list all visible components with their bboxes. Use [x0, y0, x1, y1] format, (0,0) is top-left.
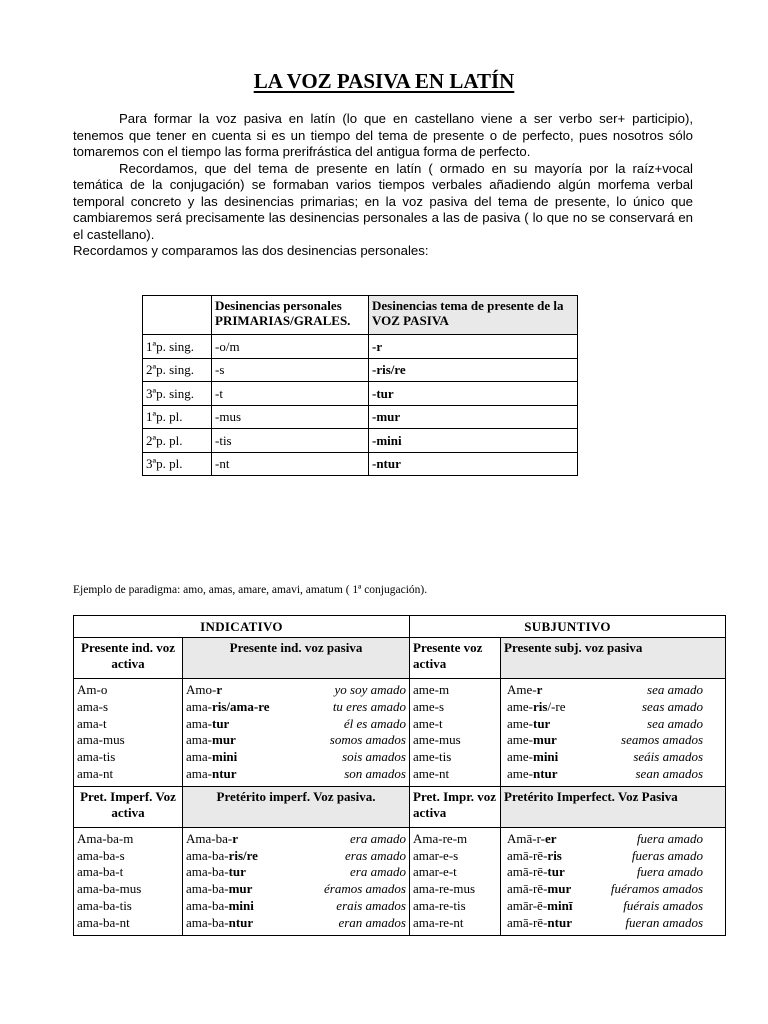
endings-primary: -s — [212, 358, 369, 382]
endings-person: 3ªp. pl. — [143, 452, 212, 476]
form-line: ame-mus — [413, 732, 461, 748]
present-subj-active-header: Presente voz activa — [410, 638, 501, 679]
form: amā-rē-tur — [507, 864, 565, 880]
present-ind-passive-cell — [183, 679, 410, 787]
form: amā-rē-mur — [507, 881, 572, 897]
form-line: ama-re-nt — [413, 914, 464, 930]
form-line — [507, 831, 703, 848]
translation: era amado — [350, 864, 406, 880]
intro-paragraph-1: Para formar la voz pasiva en latín (lo que en castellano viene a ser verbo ser+ participio), tenemos que tener en cuenta si es un tiempo del tema de presente o de perfecto, pues nosotros sólo tomaremos con el tiempo las forma prerifrástica del antigua forma de perfecto. — [73, 111, 693, 159]
endings-header-primary: Desinencias personales PRIMARIAS/GRALES. — [212, 296, 369, 335]
form-line — [186, 915, 406, 932]
form: ame-mur — [507, 732, 557, 748]
translation: él es amado — [343, 715, 406, 731]
form-line: ama-re-mus — [413, 881, 476, 897]
form-line — [507, 732, 703, 749]
endings-person: 2ªp. pl. — [143, 429, 212, 453]
translation: fuérais amados — [623, 897, 704, 913]
form-line: ama-t — [77, 715, 107, 731]
translation: fuéramos amados — [610, 881, 704, 897]
endings-passive: -tur — [369, 382, 578, 406]
form-line — [186, 831, 406, 848]
endings-table — [142, 295, 578, 476]
form-line — [507, 864, 703, 881]
endings-primary: -nt — [212, 452, 369, 476]
translation: sea amado — [647, 715, 704, 731]
imperfect-ind-passive-header: Pretérito imperf. Voz pasiva. — [183, 786, 410, 827]
translation: yo soy amado — [334, 682, 406, 697]
form-line — [186, 898, 406, 915]
form-line: ama-ba-mus — [77, 881, 142, 897]
form-line: ame-tis — [413, 749, 452, 765]
form-line: ama-ba-s — [77, 847, 125, 863]
form-line: ame-s — [413, 698, 445, 714]
translation: fuera amado — [636, 830, 704, 846]
form-line — [186, 682, 406, 699]
intro-paragraph-3: Recordamos y comparamos las dos desinencias personales: — [73, 243, 429, 258]
form-line — [186, 864, 406, 881]
present-header-row — [74, 638, 726, 679]
imperfect-ind-active-header: Pret. Imperf. Voz activa — [74, 786, 183, 827]
paradigm-section-row — [74, 616, 726, 638]
form: ame-tur — [507, 715, 551, 731]
form: ama-ba-mini — [186, 897, 254, 913]
endings-row — [143, 358, 578, 382]
paradigm-table — [73, 615, 726, 936]
form-line: ama-ba-tis — [77, 897, 132, 913]
imperfect-ind-passive-cell — [183, 827, 410, 935]
imperfect-subj-active-cell — [410, 827, 501, 935]
translation: seáis amados — [633, 749, 704, 765]
form-line — [507, 682, 703, 699]
form-line: amar-e-t — [413, 864, 457, 880]
indicativo-heading: INDICATIVO — [74, 616, 410, 638]
form: ama-ba-tur — [186, 864, 246, 880]
form: ama-ris/ama-re — [186, 698, 270, 714]
endings-primary: -tis — [212, 429, 369, 453]
endings-person: 1ªp. sing. — [143, 335, 212, 359]
translation: somos amados — [329, 732, 406, 748]
present-subj-passive-header: Presente subj. voz pasiva — [501, 638, 726, 679]
form: ama-ntur — [186, 765, 237, 781]
form: amā-rē-ntur — [507, 914, 572, 930]
imperfect-subj-active-header: Pret. Impr. voz activa — [410, 786, 501, 827]
translation: éramos amados — [324, 881, 406, 897]
endings-row — [143, 452, 578, 476]
form-line: ama-re-tis — [413, 897, 466, 913]
form-line — [507, 749, 703, 766]
form-line: Ama-re-m — [413, 830, 468, 846]
endings-header-passive: Desinencias tema de presente de la VOZ PASIVA — [369, 296, 578, 335]
translation: erais amados — [336, 897, 406, 913]
endings-passive: -mur — [369, 405, 578, 429]
translation: seamos amados — [621, 732, 704, 748]
translation: era amado — [350, 830, 406, 846]
present-forms-row — [74, 679, 726, 787]
form: ame-mini — [507, 749, 559, 765]
form-line: ame-nt — [413, 765, 450, 781]
imperfect-forms-row — [74, 827, 726, 935]
form-line: ama-s — [77, 698, 109, 714]
translation: fueran amados — [625, 914, 704, 930]
form: ama-mini — [186, 749, 238, 765]
form-line — [507, 898, 703, 915]
endings-row — [143, 405, 578, 429]
present-subj-active-cell — [410, 679, 501, 787]
form-line — [186, 749, 406, 766]
endings-row — [143, 382, 578, 406]
endings-primary: -t — [212, 382, 369, 406]
form-line — [507, 848, 703, 865]
page-title: LA VOZ PASIVA EN LATÍN — [253, 69, 515, 93]
endings-primary: -mus — [212, 405, 369, 429]
form: ama-mur — [186, 732, 236, 748]
present-ind-passive-header: Presente ind. voz pasiva — [183, 638, 410, 679]
form: ama-ba-ntur — [186, 914, 254, 930]
form-line — [507, 881, 703, 898]
endings-passive: -r — [369, 335, 578, 359]
endings-header-blank — [143, 296, 212, 335]
translation: sean amados — [635, 765, 704, 781]
form-line: amar-e-s — [413, 847, 459, 863]
translation: son amados — [344, 765, 406, 781]
form: ama-ba-mur — [186, 881, 253, 897]
translation: tu eres amado — [332, 698, 406, 714]
translation: sea amado — [647, 682, 704, 697]
endings-row — [143, 335, 578, 359]
form: ame-ris/-re — [507, 698, 566, 714]
translation: fuera amado — [636, 864, 704, 880]
translation: eran amados — [338, 914, 406, 930]
form-line — [507, 766, 703, 783]
endings-primary: -o/m — [212, 335, 369, 359]
endings-person: 1ªp. pl. — [143, 405, 212, 429]
endings-passive: -ntur — [369, 452, 578, 476]
form-line — [186, 881, 406, 898]
form-line: ama-ba-t — [77, 864, 124, 880]
form: Ame-r — [507, 682, 543, 697]
form-line — [186, 732, 406, 749]
form: amār-ē-minī — [507, 897, 573, 913]
form-line: Am-o — [77, 682, 108, 697]
endings-passive: -mini — [369, 429, 578, 453]
form-line — [507, 699, 703, 716]
translation: sois amados — [342, 749, 406, 765]
endings-header-row — [143, 296, 578, 335]
intro-paragraph-2: Recordamos, que del tema de presente en latín ( ormado en su mayoría por la raíz+vocal temática de la conjugación) se formaban varios tiempos verbales añadiendo algún morfema verbal temporal concreto y las desinencias primarias; en la voz pasiva del tema de presente, lo único que cambiaremos será precisamente las desinencias personales a las de pasiva ( lo que no se conservará en el castellano). — [73, 160, 693, 242]
endings-person: 3ªp. sing. — [143, 382, 212, 406]
form-line: ame-t — [413, 715, 443, 731]
form-line — [507, 915, 703, 932]
form-line: ama-mus — [77, 732, 125, 748]
form-line — [186, 699, 406, 716]
example-label: Ejemplo de paradigma: amo, amas, amare, amavi, amatum ( 1ª conjugación). — [73, 584, 428, 596]
endings-person: 2ªp. sing. — [143, 358, 212, 382]
form-line: ama-tis — [77, 749, 116, 765]
form-line — [186, 848, 406, 865]
endings-row — [143, 429, 578, 453]
translation: eras amado — [344, 847, 406, 863]
form: Ama-ba-r — [186, 830, 238, 846]
form: amā-rē-ris — [507, 847, 562, 863]
form-line — [507, 716, 703, 733]
form-line: ama-nt — [77, 765, 114, 781]
form-line: ame-m — [413, 682, 450, 697]
imperfect-header-row — [74, 786, 726, 827]
present-ind-active-cell — [74, 679, 183, 787]
form-line — [186, 716, 406, 733]
translation: fueras amado — [631, 847, 704, 863]
present-ind-active-header: Presente ind. voz activa — [74, 638, 183, 679]
imperfect-ind-active-cell — [74, 827, 183, 935]
present-subj-passive-cell — [501, 679, 726, 787]
form: ame-ntur — [507, 765, 558, 781]
intro-text — [73, 111, 693, 260]
imperfect-subj-passive-header: Pretérito Imperfect. Voz Pasiva — [501, 786, 726, 827]
endings-passive: -ris/re — [369, 358, 578, 382]
subjuntivo-heading: SUBJUNTIVO — [410, 616, 726, 638]
form-line — [186, 766, 406, 783]
form: ama-tur — [186, 715, 230, 731]
form-line: ama-ba-nt — [77, 914, 130, 930]
form: Amo-r — [186, 682, 223, 697]
form-line: Ama-ba-m — [77, 830, 134, 846]
imperfect-subj-passive-cell — [501, 827, 726, 935]
form: Amā-r-er — [507, 830, 557, 846]
form: ama-ba-ris/re — [186, 847, 258, 863]
translation: seas amado — [641, 698, 704, 714]
